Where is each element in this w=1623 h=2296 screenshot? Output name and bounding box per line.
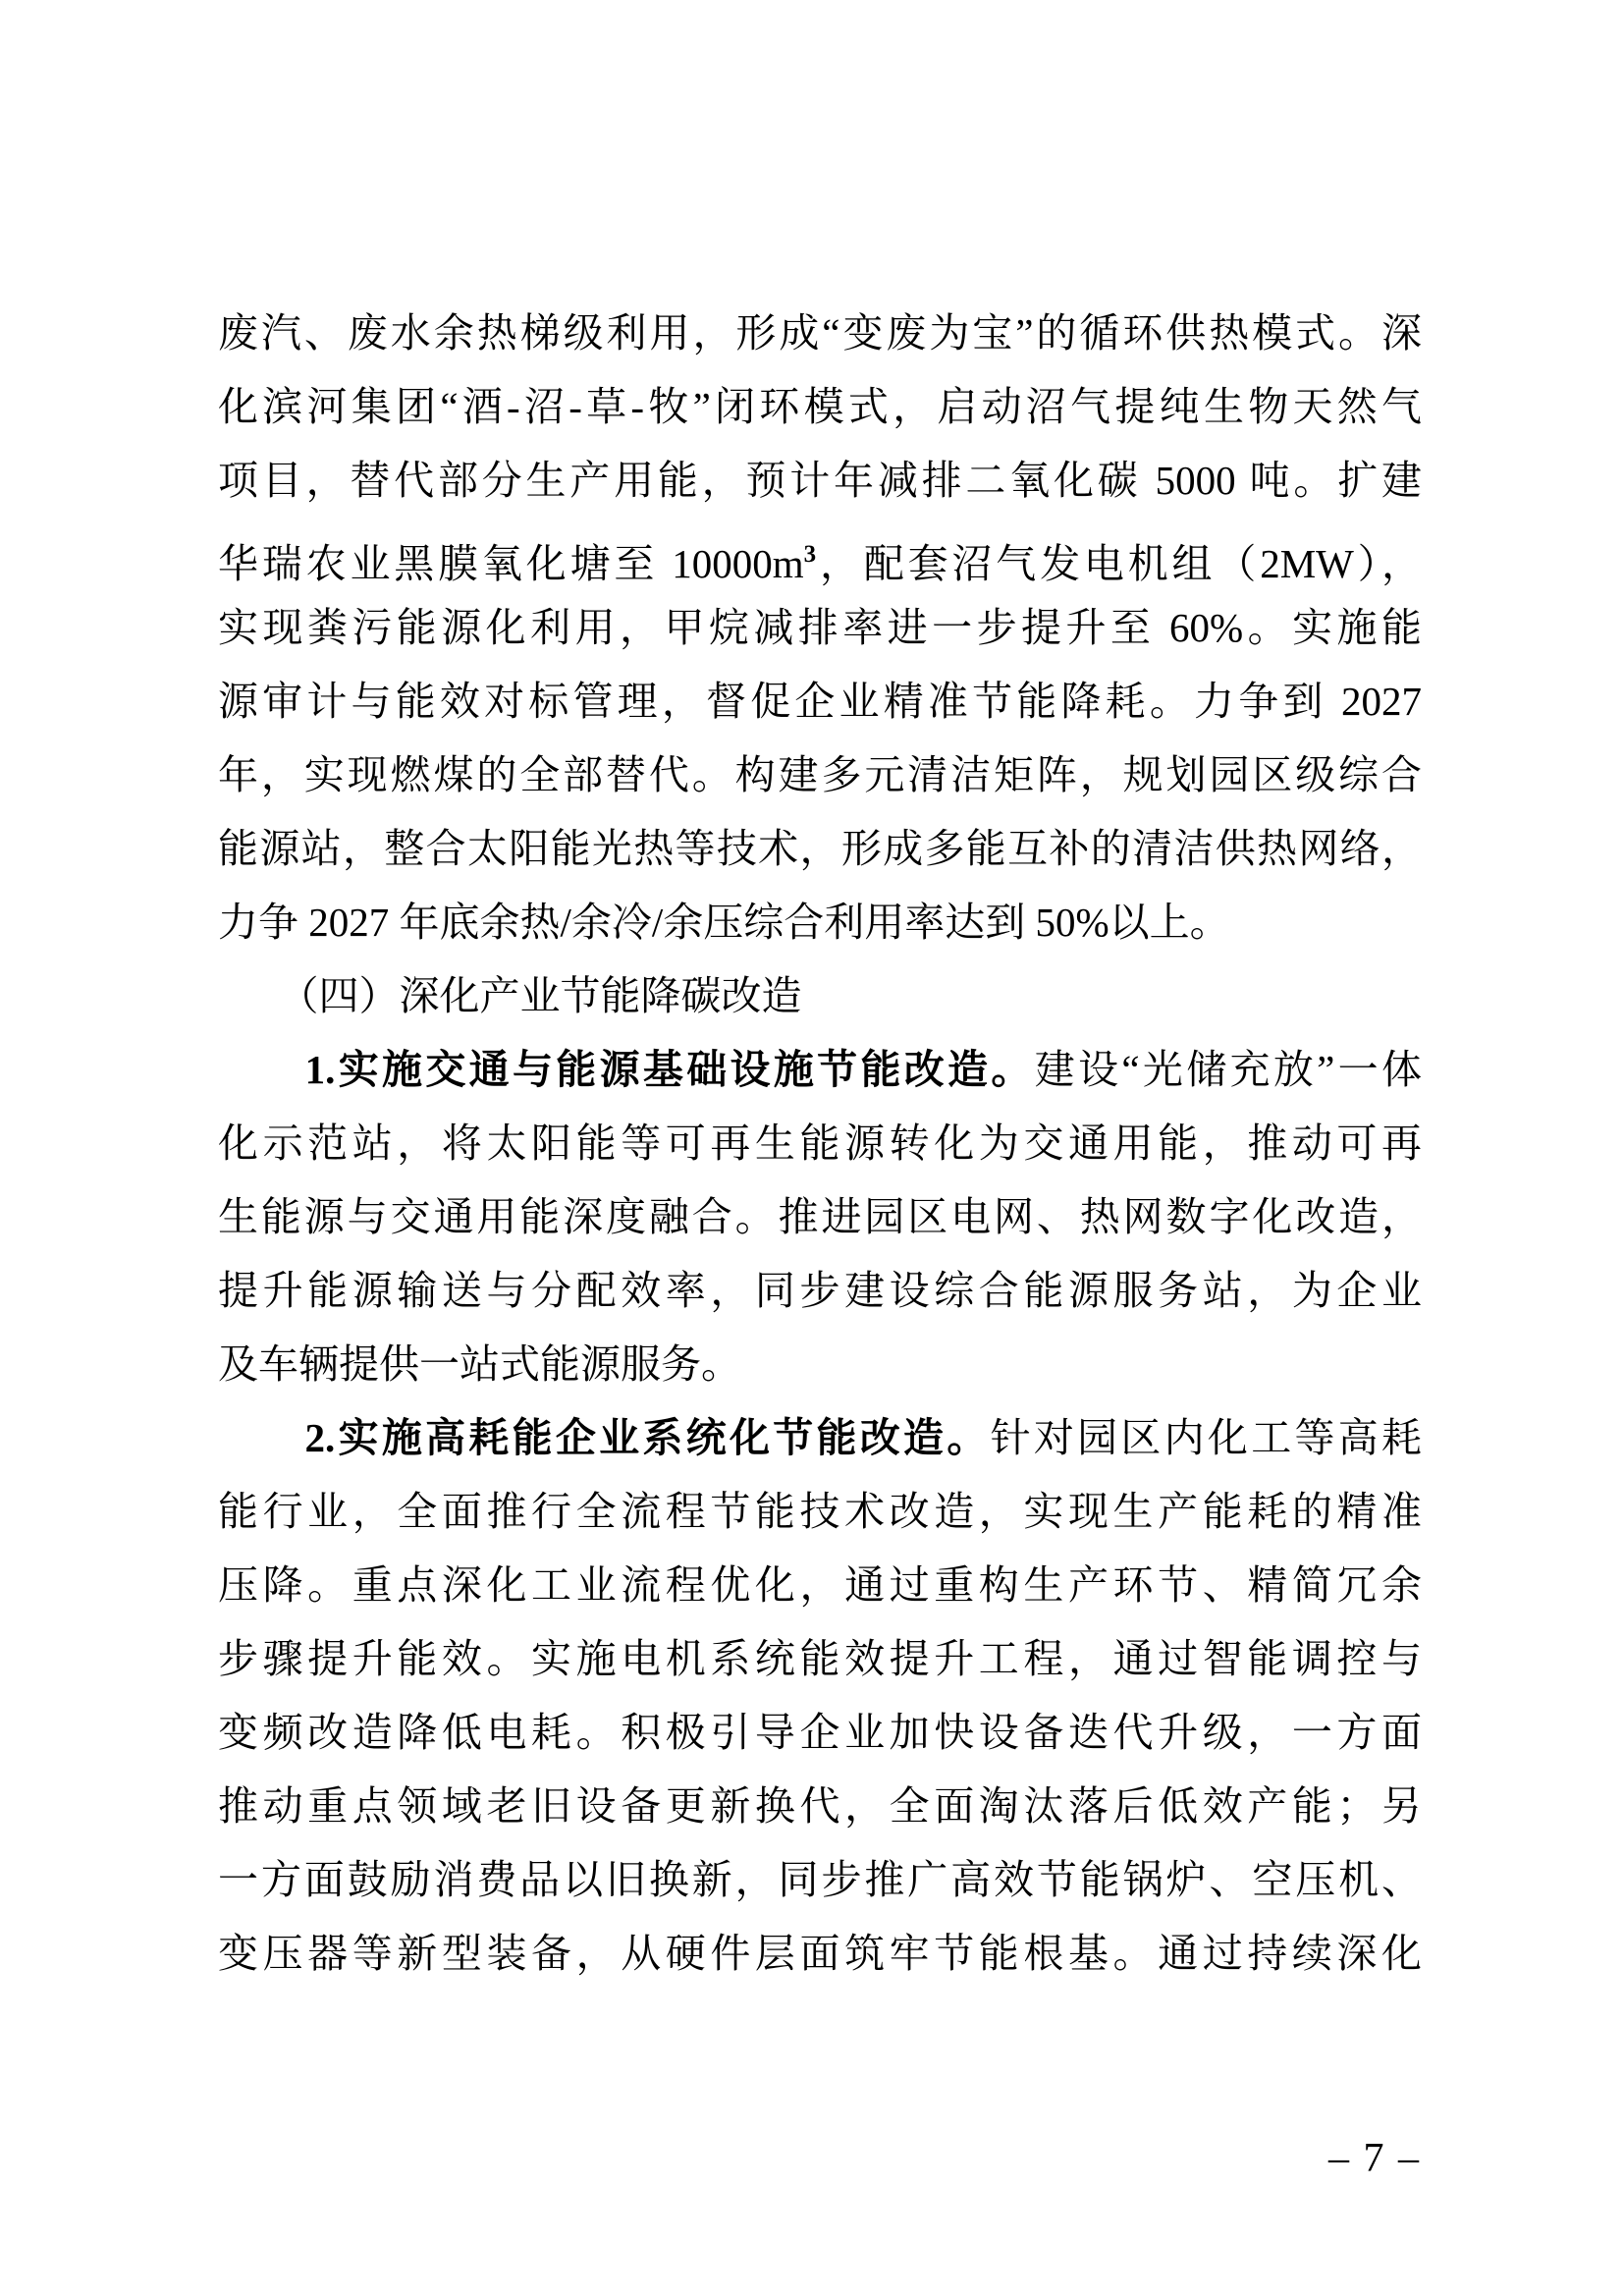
text-run: 压降。重点深化工业流程优化，通过重构生产环节、精简冗余 xyxy=(218,1562,1422,1608)
text-line xyxy=(218,665,1422,738)
text-run: 步骤提升能效。实施电机系统能效提升工程，通过智能调控与 xyxy=(218,1636,1422,1681)
text-run-kaiti: （四）深化产业节能降碳改造 xyxy=(218,973,802,1018)
text-line xyxy=(218,812,1422,886)
text-run-bold: 2.实施高耗能企业系统化节能改造。 xyxy=(218,1415,991,1460)
text-run: 年，实现燃煤的全部替代。构建多元清洁矩阵，规划园区级综合 xyxy=(218,752,1422,797)
text-run: 化滨河集团“酒-沼-草-牧”闭环模式，启动沼气提纯生物天然气 xyxy=(218,384,1422,429)
document-text xyxy=(218,297,1422,1991)
text-line xyxy=(218,591,1422,665)
page-number: – 7 – xyxy=(1328,2136,1421,2181)
text-line xyxy=(218,444,1422,518)
text-line xyxy=(218,1622,1422,1696)
text-run-sup: 3 xyxy=(803,541,817,568)
text-line xyxy=(218,1107,1422,1180)
text-run: 源审计与能效对标管理，督促企业精准节能降耗。力争到 2027 xyxy=(218,679,1422,724)
text-run: 建设“光储充放”一体 xyxy=(1034,1047,1422,1092)
text-line xyxy=(218,1696,1422,1770)
text-run: 力争 2027 年底余热/余冷/余压综合利用率达到 50%以上。 xyxy=(218,900,1230,945)
text-line xyxy=(218,1180,1422,1254)
text-run: 化示范站，将太阳能等可再生能源转化为交通用能，推动可再 xyxy=(218,1121,1422,1166)
paragraph-item-2 xyxy=(218,1401,1422,1991)
text-line xyxy=(218,1917,1422,1991)
text-run: 华瑞农业黑膜氧化塘至 10000m xyxy=(218,541,804,586)
text-run: 能行业，全面推行全流程节能技术改造，实现生产能耗的精准 xyxy=(218,1489,1422,1534)
paragraph-continuation xyxy=(218,297,1422,959)
text-line xyxy=(218,1549,1422,1622)
text-line xyxy=(218,518,1422,591)
text-line xyxy=(218,297,1422,370)
text-line xyxy=(218,1475,1422,1549)
text-run: 及车辆提供一站式能源服务。 xyxy=(218,1341,741,1387)
text-line xyxy=(218,1770,1422,1843)
paragraph-item-1 xyxy=(218,1033,1422,1401)
text-run: 针对园区内化工等高耗 xyxy=(990,1415,1422,1460)
text-line xyxy=(218,886,1422,959)
text-run: 项目，替代部分生产用能，预计年减排二氧化碳 5000 吨。扩建 xyxy=(218,458,1422,503)
text-run: 实现粪污能源化利用，甲烷减排率进一步提升至 60%。实施能 xyxy=(218,605,1422,650)
text-run-bold: 1.实施交通与能源基础设施节能改造。 xyxy=(218,1047,1035,1092)
text-line xyxy=(218,1033,1422,1107)
text-line xyxy=(218,370,1422,444)
text-line xyxy=(218,738,1422,812)
text-run: 推动重点领域老旧设备更新换代，全面淘汰落后低效产能；另 xyxy=(218,1783,1422,1829)
text-line xyxy=(218,959,1422,1033)
text-run: 提升能源输送与分配效率，同步建设综合能源服务站，为企业 xyxy=(218,1268,1422,1313)
section-heading xyxy=(218,959,1422,1033)
text-run: 废汽、废水余热梯级利用，形成“变废为宝”的循环供热模式。深 xyxy=(218,310,1422,355)
text-run: 一方面鼓励消费品以旧换新，同步推广高效节能锅炉、空压机、 xyxy=(218,1857,1422,1902)
text-line xyxy=(218,1843,1422,1917)
text-run: 变压器等新型装备，从硬件层面筑牢节能根基。通过持续深化 xyxy=(218,1931,1422,1976)
text-run: ，配套沼气发电机组（2MW）， xyxy=(816,541,1422,586)
text-line xyxy=(218,1254,1422,1328)
text-line xyxy=(218,1401,1422,1475)
text-run: 生能源与交通用能深度融合。推进园区电网、热网数字化改造， xyxy=(218,1194,1422,1239)
text-run: 能源站，整合太阳能光热等技术，形成多能互补的清洁供热网络， xyxy=(218,826,1422,871)
text-run: 变频改造降低电耗。积极引导企业加快设备迭代升级，一方面 xyxy=(218,1710,1422,1755)
text-line xyxy=(218,1328,1422,1401)
